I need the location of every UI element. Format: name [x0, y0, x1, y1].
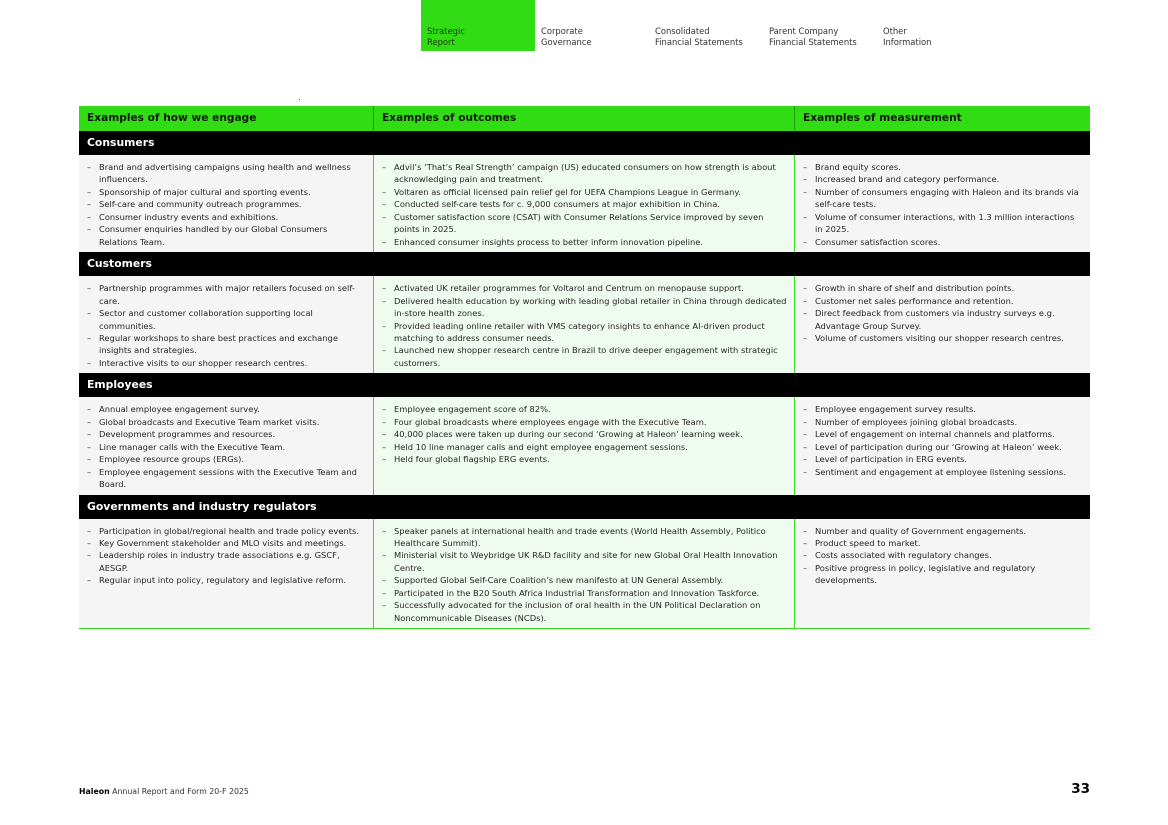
bullet-list	[382, 525, 788, 625]
list-item: – 40,000 places were taken up during our second ‘Growing at Haleon’ learning week.	[382, 428, 788, 440]
list-item: – Line manager calls with the Executive Team.	[87, 441, 367, 453]
nav-tab-other-information[interactable]	[877, 0, 991, 51]
measurement-cell	[795, 519, 1090, 629]
list-item: – Sector and customer collaboration supporting local communities.	[87, 307, 367, 332]
nav-tab-line: Report	[427, 37, 455, 47]
list-item: – Sponsorship of major cultural and sporting events.	[87, 186, 367, 198]
list-item: – Product speed to market.	[803, 537, 1084, 549]
list-item: – Number of employees joining global broadcasts.	[803, 416, 1084, 428]
list-item: – Number of consumers engaging with Haleon and its brands via self-care tests.	[803, 186, 1084, 211]
list-item: – Level of engagement on internal channels and platforms.	[803, 428, 1084, 440]
list-item: – Sentiment and engagement at employee listening sessions.	[803, 466, 1084, 478]
nav-tab-line: Financial Statements	[769, 37, 857, 47]
outcomes-cell	[374, 519, 795, 629]
list-item: – Regular input into policy, regulatory and legislative reform.	[87, 574, 367, 586]
bullet-list	[87, 282, 367, 369]
engage-cell	[79, 519, 374, 629]
list-item: – Speaker panels at international health and trade events (World Health Assembly, Politico Healthcare Summit).	[382, 525, 788, 550]
bullet-list	[803, 403, 1084, 478]
footer	[79, 787, 249, 796]
table-sections	[79, 131, 1090, 628]
nav-tab-line: Other	[883, 26, 907, 36]
list-item: – Conducted self-care tests for c. 9,000 consumers at major exhibition in China.	[382, 198, 788, 210]
nav-tab-line: Financial Statements	[655, 37, 743, 47]
bullet-list	[803, 282, 1084, 344]
list-item: – Provided leading online retailer with VMS category insights to enhance AI-driven product matching to address consumer needs.	[382, 320, 788, 345]
bullet-list	[803, 161, 1084, 248]
list-item: – Employee resource groups (ERGs).	[87, 453, 367, 465]
list-item: – Four global broadcasts where employees engage with the Executive Team.	[382, 416, 788, 428]
section-title: Employees	[79, 373, 1090, 397]
list-item: – Key Government stakeholder and MLO visits and meetings.	[87, 537, 367, 549]
bullet-list	[87, 161, 367, 248]
list-item: – Partnership programmes with major retailers focused on self-care.	[87, 282, 367, 307]
nav-tab-line: Consolidated	[655, 26, 710, 36]
outcomes-cell	[374, 155, 795, 252]
section-title: Customers	[79, 252, 1090, 276]
list-item: – Brand and advertising campaigns using health and wellness influencers.	[87, 161, 367, 186]
list-item: – Global broadcasts and Executive Team market visits.	[87, 416, 367, 428]
list-item: – Delivered health education by working with leading global retailer in China through dedicated in-store health zones.	[382, 295, 788, 320]
column-header-outcomes: Examples of outcomes	[374, 106, 795, 131]
list-item: – Customer net sales performance and retention.	[803, 295, 1084, 307]
list-item: – Costs associated with regulatory changes.	[803, 549, 1084, 561]
table-row	[79, 519, 1090, 629]
outcomes-cell	[374, 276, 795, 373]
list-item: – Regular workshops to share best practices and exchange insights and strategies.	[87, 332, 367, 357]
list-item: – Supported Global Self-Care Coalition’s new manifesto at UN General Assembly.	[382, 574, 788, 586]
list-item: – Number and quality of Government engagements.	[803, 525, 1084, 537]
list-item: – Development programmes and resources.	[87, 428, 367, 440]
engage-cell	[79, 155, 374, 252]
list-item: – Held four global flagship ERG events.	[382, 453, 788, 465]
column-header-measurement: Examples of measurement	[803, 112, 962, 124]
list-item: – Voltaren as official licensed pain relief gel for UEFA Champions League in Germany.	[382, 186, 788, 198]
list-item: – Positive progress in policy, legislative and regulatory developments.	[803, 562, 1084, 587]
list-item: – Advil’s ‘That’s Real Strength’ campaign (US) educated consumers on how strength is about acknowledging pain and treatment.	[382, 161, 788, 186]
list-item: – Annual employee engagement survey.	[87, 403, 367, 415]
list-item: – Launched new shopper research centre in Brazil to drive deeper engagement with strategic customers.	[382, 344, 788, 369]
list-item: – Employee engagement sessions with the Executive Team and Board.	[87, 466, 367, 491]
list-item: – Consumer enquiries handled by our Global Consumers Relations Team.	[87, 223, 367, 248]
list-item: – Volume of consumer interactions, with 1.3 million interactions in 2025.	[803, 211, 1084, 236]
list-item: – Held 10 line manager calls and eight employee engagement sessions.	[382, 441, 788, 453]
nav-tab-consolidated-financial-statements[interactable]	[649, 0, 763, 51]
list-item: – Level of participation in ERG events.	[803, 453, 1084, 465]
column-header-engage: Examples of how we engage	[79, 106, 374, 131]
list-item: – Participation in global/regional health and trade policy events.	[87, 525, 367, 537]
list-item: – Activated UK retailer programmes for Voltarol and Centrum on menopause support.	[382, 282, 788, 294]
engage-cell	[79, 276, 374, 373]
engage-cell	[79, 397, 374, 494]
bullet-list	[87, 525, 367, 587]
list-item: – Volume of customers visiting our shopper research centres.	[803, 332, 1084, 344]
nav-tab-line: Strategic	[427, 26, 465, 36]
nav-tab-parent-company-financial-statements[interactable]	[763, 0, 877, 51]
section-title: Consumers	[79, 131, 1090, 155]
list-item: – Successfully advocated for the inclusion of oral health in the UN Political Declaration on Noncommunicable Diseases (NCDs).	[382, 599, 788, 624]
bullet-list	[87, 403, 367, 490]
stray-dot	[299, 99, 300, 100]
nav-tab-line: Governance	[541, 37, 592, 47]
nav-tab-line: Parent Company	[769, 26, 839, 36]
bullet-list	[382, 161, 788, 248]
bullet-list	[382, 282, 788, 369]
list-item: – Direct feedback from customers via industry surveys e.g. Advantage Group Survey.	[803, 307, 1084, 332]
nav-tab-line: Corporate	[541, 26, 583, 36]
page-number: 33	[1071, 781, 1090, 797]
list-item: – Enhanced consumer insights process to better inform innovation pipeline.	[382, 236, 788, 248]
list-item: – Growth in share of shelf and distribution points.	[803, 282, 1084, 294]
list-item: – Interactive visits to our shopper research centres.	[87, 357, 367, 369]
list-item: – Employee engagement score of 82%.	[382, 403, 788, 415]
measurement-cell	[795, 276, 1090, 373]
measurement-cell	[795, 397, 1090, 494]
list-item: – Self-care and community outreach programmes.	[87, 198, 367, 210]
nav-tab-strategic-report[interactable]	[421, 0, 535, 51]
table-row	[79, 276, 1090, 373]
nav-tab-corporate-governance[interactable]	[535, 0, 649, 51]
measurement-cell	[795, 155, 1090, 252]
bullet-list	[803, 525, 1084, 587]
list-item: – Leadership roles in industry trade associations e.g. GSCF, AESGP.	[87, 549, 367, 574]
list-item: – Increased brand and category performance.	[803, 173, 1084, 185]
list-item: – Customer satisfaction score (CSAT) with Consumer Relations Service improved by seven points in 2025.	[382, 211, 788, 236]
list-item: – Brand equity scores.	[803, 161, 1084, 173]
footer-text: Annual Report and Form 20-F 2025	[112, 787, 249, 796]
outcomes-cell	[374, 397, 795, 494]
bullet-list	[382, 403, 788, 465]
list-item: – Ministerial visit to Weybridge UK R&D facility and site for new Global Oral Health Innovation Centre.	[382, 549, 788, 574]
list-item: – Consumer industry events and exhibitions.	[87, 211, 367, 223]
section-title: Governments and industry regulators	[79, 495, 1090, 519]
list-item: – Employee engagement survey results.	[803, 403, 1084, 415]
list-item: – Level of participation during our ‘Growing at Haleon’ week.	[803, 441, 1084, 453]
table-row	[79, 155, 1090, 252]
footer-brand: Haleon	[79, 787, 110, 796]
table-header-row	[79, 106, 1090, 131]
table-row	[79, 397, 1090, 494]
engagement-table	[79, 106, 1090, 629]
list-item: – Consumer satisfaction scores.	[803, 236, 1084, 248]
nav-tab-line: Information	[883, 37, 932, 47]
list-item: – Participated in the B20 South Africa Industrial Transformation and Innovation Taskforce.	[382, 587, 788, 599]
section-nav	[421, 0, 991, 52]
